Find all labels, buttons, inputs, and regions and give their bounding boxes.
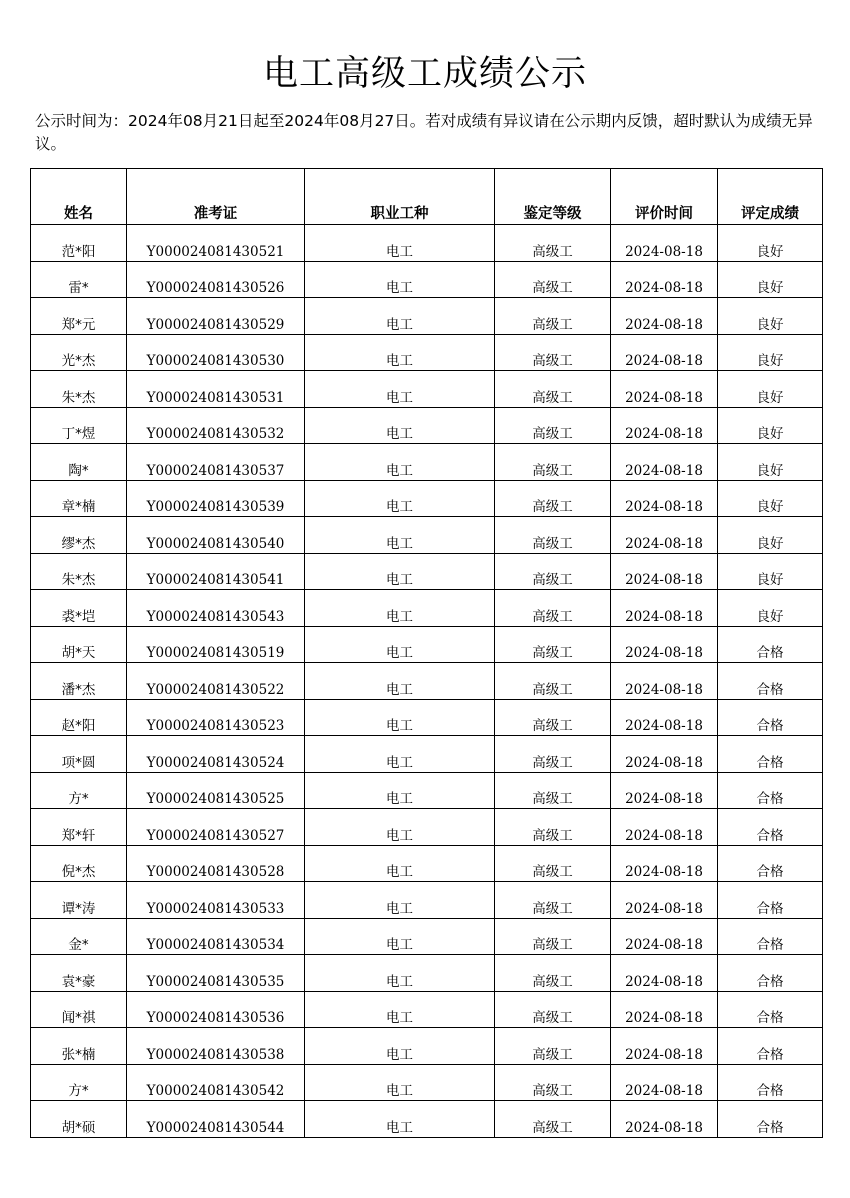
cell-name: 胡*硕 [31, 1101, 127, 1138]
cell-level: 高级工 [495, 371, 611, 408]
cell-level: 高级工 [495, 809, 611, 846]
table-row [31, 955, 823, 992]
table-header-row [31, 169, 823, 225]
cell-occupation: 电工 [305, 626, 495, 663]
cell-result: 合格 [718, 1101, 823, 1138]
cell-ticket: Y000024081430540 [127, 517, 305, 554]
cell-occupation: 电工 [305, 772, 495, 809]
cell-occupation: 电工 [305, 298, 495, 335]
cell-level: 高级工 [495, 334, 611, 371]
table-row [31, 407, 823, 444]
cell-ticket: Y000024081430531 [127, 371, 305, 408]
cell-name: 赵*阳 [31, 699, 127, 736]
cell-ticket: Y000024081430530 [127, 334, 305, 371]
cell-ticket: Y000024081430533 [127, 882, 305, 919]
cell-eval-date: 2024-08-18 [611, 517, 718, 554]
cell-name: 陶* [31, 444, 127, 481]
cell-occupation: 电工 [305, 663, 495, 700]
cell-level: 高级工 [495, 626, 611, 663]
cell-level: 高级工 [495, 955, 611, 992]
cell-ticket: Y000024081430526 [127, 261, 305, 298]
header-name: 姓名 [31, 169, 127, 225]
cell-eval-date: 2024-08-18 [611, 699, 718, 736]
cell-level: 高级工 [495, 736, 611, 773]
cell-result: 良好 [718, 553, 823, 590]
cell-ticket: Y000024081430527 [127, 809, 305, 846]
cell-occupation: 电工 [305, 444, 495, 481]
cell-eval-date: 2024-08-18 [611, 334, 718, 371]
cell-occupation: 电工 [305, 955, 495, 992]
cell-occupation: 电工 [305, 882, 495, 919]
cell-eval-date: 2024-08-18 [611, 407, 718, 444]
cell-ticket: Y000024081430525 [127, 772, 305, 809]
cell-name: 章*楠 [31, 480, 127, 517]
cell-ticket: Y000024081430542 [127, 1064, 305, 1101]
cell-result: 良好 [718, 298, 823, 335]
cell-result: 良好 [718, 225, 823, 262]
cell-ticket: Y000024081430521 [127, 225, 305, 262]
cell-name: 胡*天 [31, 626, 127, 663]
table-row [31, 1028, 823, 1065]
table-row [31, 736, 823, 773]
cell-name: 倪*杰 [31, 845, 127, 882]
notice-text: 公示时间为：2024年08月21日起至2024年08月27日。若对成绩有异议请在公示期内反馈，超时默认为成绩无异议。 [35, 112, 813, 153]
cell-ticket: Y000024081430537 [127, 444, 305, 481]
cell-occupation: 电工 [305, 334, 495, 371]
cell-name: 范*阳 [31, 225, 127, 262]
cell-eval-date: 2024-08-18 [611, 845, 718, 882]
cell-name: 谭*涛 [31, 882, 127, 919]
cell-occupation: 电工 [305, 480, 495, 517]
cell-occupation: 电工 [305, 991, 495, 1028]
table-row [31, 480, 823, 517]
cell-result: 合格 [718, 882, 823, 919]
cell-name: 袁*豪 [31, 955, 127, 992]
table-row [31, 1064, 823, 1101]
cell-level: 高级工 [495, 1064, 611, 1101]
cell-name: 丁*煜 [31, 407, 127, 444]
cell-result: 合格 [718, 699, 823, 736]
cell-occupation: 电工 [305, 407, 495, 444]
cell-level: 高级工 [495, 298, 611, 335]
cell-result: 良好 [718, 407, 823, 444]
cell-result: 良好 [718, 261, 823, 298]
cell-ticket: Y000024081430532 [127, 407, 305, 444]
cell-ticket: Y000024081430535 [127, 955, 305, 992]
cell-occupation: 电工 [305, 845, 495, 882]
cell-ticket: Y000024081430519 [127, 626, 305, 663]
cell-occupation: 电工 [305, 699, 495, 736]
cell-result: 良好 [718, 480, 823, 517]
cell-eval-date: 2024-08-18 [611, 1028, 718, 1065]
cell-eval-date: 2024-08-18 [611, 590, 718, 627]
cell-level: 高级工 [495, 590, 611, 627]
cell-result: 良好 [718, 334, 823, 371]
cell-eval-date: 2024-08-18 [611, 626, 718, 663]
cell-result: 合格 [718, 809, 823, 846]
table-row [31, 298, 823, 335]
cell-level: 高级工 [495, 517, 611, 554]
cell-eval-date: 2024-08-18 [611, 298, 718, 335]
cell-eval-date: 2024-08-18 [611, 809, 718, 846]
header-occupation: 职业工种 [305, 169, 495, 225]
cell-level: 高级工 [495, 1101, 611, 1138]
table-row [31, 772, 823, 809]
header-level: 鉴定等级 [495, 169, 611, 225]
table-row [31, 626, 823, 663]
cell-occupation: 电工 [305, 809, 495, 846]
results-table [30, 168, 823, 1138]
cell-name: 光*杰 [31, 334, 127, 371]
cell-level: 高级工 [495, 444, 611, 481]
cell-level: 高级工 [495, 553, 611, 590]
cell-eval-date: 2024-08-18 [611, 918, 718, 955]
cell-result: 合格 [718, 1028, 823, 1065]
cell-eval-date: 2024-08-18 [611, 261, 718, 298]
cell-name: 朱*杰 [31, 371, 127, 408]
cell-ticket: Y000024081430529 [127, 298, 305, 335]
cell-level: 高级工 [495, 1028, 611, 1065]
cell-occupation: 电工 [305, 225, 495, 262]
cell-eval-date: 2024-08-18 [611, 955, 718, 992]
cell-level: 高级工 [495, 772, 611, 809]
cell-level: 高级工 [495, 480, 611, 517]
cell-name: 方* [31, 1064, 127, 1101]
cell-eval-date: 2024-08-18 [611, 772, 718, 809]
cell-level: 高级工 [495, 225, 611, 262]
cell-occupation: 电工 [305, 736, 495, 773]
cell-occupation: 电工 [305, 590, 495, 627]
cell-occupation: 电工 [305, 1028, 495, 1065]
cell-ticket: Y000024081430524 [127, 736, 305, 773]
table-row [31, 663, 823, 700]
table-row [31, 918, 823, 955]
cell-occupation: 电工 [305, 261, 495, 298]
cell-result: 合格 [718, 736, 823, 773]
cell-result: 合格 [718, 626, 823, 663]
cell-result: 合格 [718, 1064, 823, 1101]
table-row [31, 882, 823, 919]
cell-ticket: Y000024081430536 [127, 991, 305, 1028]
cell-occupation: 电工 [305, 1064, 495, 1101]
cell-name: 朱*杰 [31, 553, 127, 590]
cell-occupation: 电工 [305, 1101, 495, 1138]
cell-name: 闻*祺 [31, 991, 127, 1028]
cell-ticket: Y000024081430528 [127, 845, 305, 882]
table-row [31, 809, 823, 846]
cell-ticket: Y000024081430534 [127, 918, 305, 955]
cell-occupation: 电工 [305, 371, 495, 408]
cell-eval-date: 2024-08-18 [611, 371, 718, 408]
cell-occupation: 电工 [305, 517, 495, 554]
cell-name: 金* [31, 918, 127, 955]
cell-result: 合格 [718, 955, 823, 992]
table-row [31, 553, 823, 590]
cell-eval-date: 2024-08-18 [611, 1101, 718, 1138]
table-row [31, 444, 823, 481]
cell-eval-date: 2024-08-18 [611, 553, 718, 590]
cell-eval-date: 2024-08-18 [611, 444, 718, 481]
cell-name: 郑*元 [31, 298, 127, 335]
cell-result: 良好 [718, 517, 823, 554]
cell-result: 合格 [718, 772, 823, 809]
cell-level: 高级工 [495, 918, 611, 955]
cell-ticket: Y000024081430544 [127, 1101, 305, 1138]
cell-result: 良好 [718, 371, 823, 408]
cell-ticket: Y000024081430522 [127, 663, 305, 700]
cell-level: 高级工 [495, 882, 611, 919]
cell-eval-date: 2024-08-18 [611, 736, 718, 773]
cell-occupation: 电工 [305, 553, 495, 590]
cell-eval-date: 2024-08-18 [611, 663, 718, 700]
page-title: 电工高级工成绩公示 [262, 54, 587, 94]
cell-eval-date: 2024-08-18 [611, 1064, 718, 1101]
cell-level: 高级工 [495, 991, 611, 1028]
cell-name: 张*楠 [31, 1028, 127, 1065]
table-row [31, 261, 823, 298]
table-row [31, 517, 823, 554]
cell-result: 合格 [718, 918, 823, 955]
header-eval-date: 评价时间 [611, 169, 718, 225]
header-result: 评定成绩 [718, 169, 823, 225]
cell-result: 合格 [718, 663, 823, 700]
cell-ticket: Y000024081430538 [127, 1028, 305, 1065]
cell-level: 高级工 [495, 663, 611, 700]
table-row [31, 590, 823, 627]
table-row [31, 334, 823, 371]
cell-level: 高级工 [495, 699, 611, 736]
table-row [31, 371, 823, 408]
cell-name: 缪*杰 [31, 517, 127, 554]
cell-eval-date: 2024-08-18 [611, 480, 718, 517]
cell-eval-date: 2024-08-18 [611, 882, 718, 919]
cell-occupation: 电工 [305, 918, 495, 955]
cell-eval-date: 2024-08-18 [611, 991, 718, 1028]
cell-level: 高级工 [495, 407, 611, 444]
header-ticket: 准考证 [127, 169, 305, 225]
cell-result: 合格 [718, 991, 823, 1028]
cell-name: 郑*轩 [31, 809, 127, 846]
cell-eval-date: 2024-08-18 [611, 225, 718, 262]
table-row [31, 991, 823, 1028]
cell-name: 裘*垲 [31, 590, 127, 627]
cell-name: 方* [31, 772, 127, 809]
cell-name: 雷* [31, 261, 127, 298]
cell-name: 项*圆 [31, 736, 127, 773]
cell-ticket: Y000024081430543 [127, 590, 305, 627]
cell-level: 高级工 [495, 845, 611, 882]
table-row [31, 225, 823, 262]
table-row [31, 699, 823, 736]
cell-result: 合格 [718, 845, 823, 882]
cell-ticket: Y000024081430541 [127, 553, 305, 590]
cell-ticket: Y000024081430539 [127, 480, 305, 517]
cell-level: 高级工 [495, 261, 611, 298]
cell-result: 良好 [718, 590, 823, 627]
cell-ticket: Y000024081430523 [127, 699, 305, 736]
cell-result: 良好 [718, 444, 823, 481]
table-row [31, 1101, 823, 1138]
table-row [31, 845, 823, 882]
cell-name: 潘*杰 [31, 663, 127, 700]
